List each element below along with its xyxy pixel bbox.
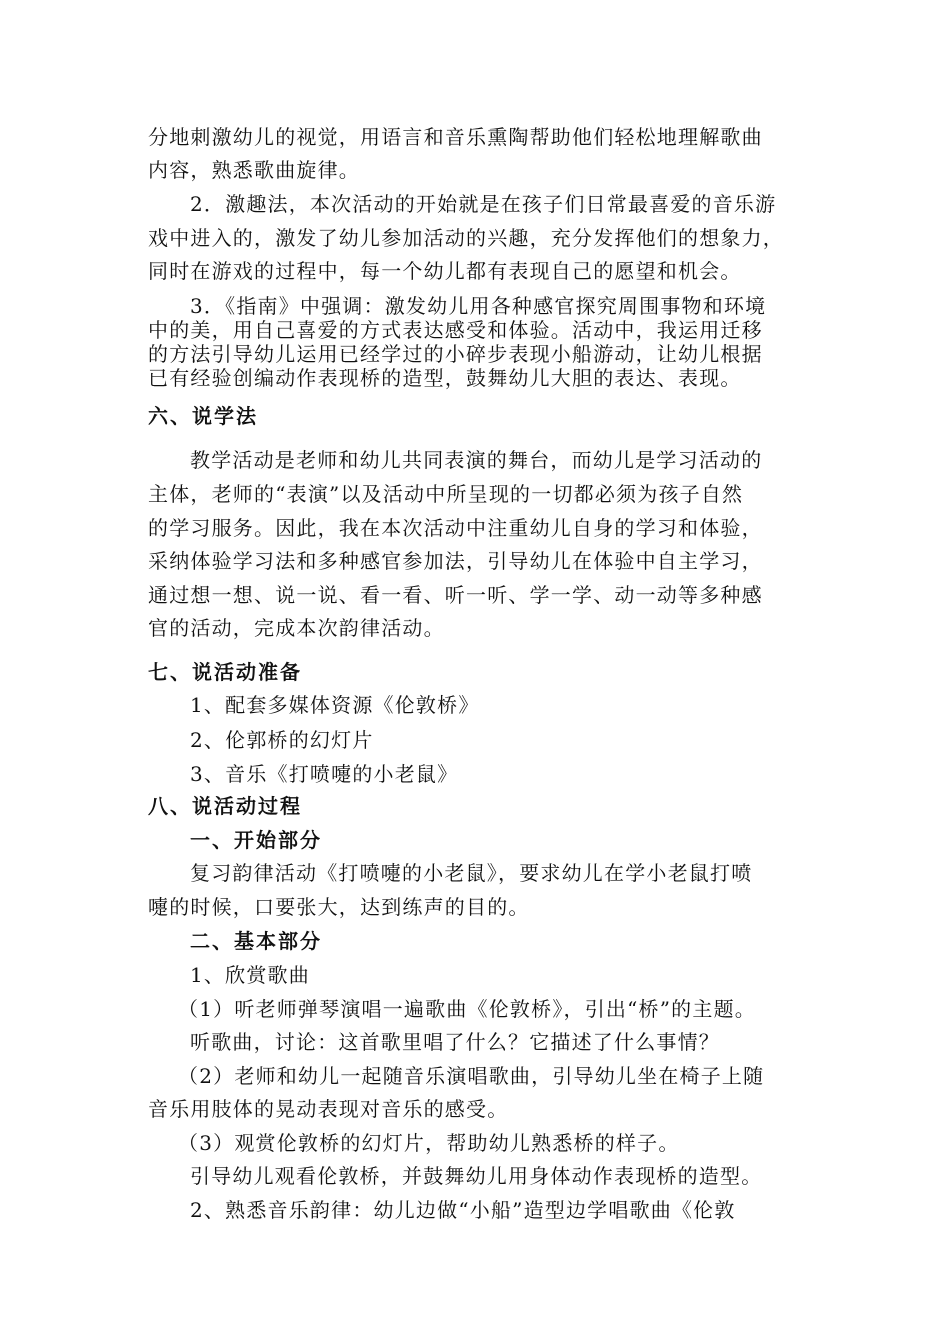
text-line: 嚏的时候，口要张大，达到练声的目的。 — [148, 895, 530, 919]
subsection-heading: 一、开始部分 — [190, 828, 322, 852]
text-line: （3）观赏伦敦桥的幻灯片，帮助幼儿熟悉桥的样子。 — [178, 1131, 680, 1155]
text-line: 教学活动是老师和幼儿共同表演的舞台，而幼儿是学习活动的 — [190, 448, 763, 472]
list-item: 1、配套多媒体资源《伦敦桥》 — [190, 693, 480, 717]
text-line: 复习韵律活动《打喷嚏的小老鼠》，要求幼儿在学小老鼠打喷 — [190, 861, 753, 885]
text-line: 3．《指南》中强调：激发幼儿用各种感官探究周围事物和环境 — [190, 294, 767, 318]
text-line: 主体，老师的“表演”以及活动中所呈现的一切都必须为孩子自然 — [148, 482, 744, 506]
list-item: 1、欣赏歌曲 — [190, 963, 310, 987]
text-line: 引导幼儿观看伦敦桥，并鼓舞幼儿用身体动作表现桥的造型。 — [190, 1164, 763, 1188]
text-line: 分地刺激幼儿的视觉，用语言和音乐熏陶帮助他们轻松地理解歌曲 — [148, 125, 763, 149]
text-line: 音乐用肢体的晃动表现对音乐的感受。 — [148, 1097, 509, 1121]
text-line: 同时在游戏的过程中，每一个幼儿都有表现自己的愿望和机会。 — [148, 259, 742, 283]
subsection-heading: 二、基本部分 — [190, 929, 322, 953]
text-line: 通过想一想、说一说、看一看、听一听、学一学、动一动等多种感 — [148, 583, 763, 607]
list-item: 2、伦郭桥的幻灯片 — [190, 728, 374, 752]
text-line: 已有经验创编动作表现桥的造型，鼓舞幼儿大胆的表达、表现。 — [148, 366, 742, 390]
text-line: 的方法引导幼儿运用已经学过的小碎步表现小船游动，让幼儿根据 — [148, 342, 763, 366]
text-line: 2．激趣法，本次活动的开始就是在孩子们日常最喜爱的音乐游 — [190, 192, 777, 216]
section-heading: 七、说活动准备 — [148, 660, 302, 684]
text-line: 戏中进入的，激发了幼儿参加活动的兴趣，充分发挥他们的想象力， — [148, 226, 784, 250]
text-line: 听歌曲，讨论：这首歌里唱了什么？它描述了什么事情？ — [190, 1030, 720, 1054]
text-line: 内容，熟悉歌曲旋律。 — [148, 158, 360, 182]
list-item: 3、音乐《打喷嚏的小老鼠》 — [190, 762, 459, 786]
text-line: （2）老师和幼儿一起随音乐演唱歌曲，引导幼儿坐在椅子上随 — [178, 1064, 765, 1088]
section-heading: 六、说学法 — [148, 404, 258, 428]
text-line: 中的美，用自己喜爱的方式表达感受和体验。活动中，我运用迁移 — [148, 318, 763, 342]
text-line: 采纳体验学习法和多种感官参加法，引导幼儿在体验中自主学习， — [148, 549, 763, 573]
section-heading: 八、说活动过程 — [148, 794, 302, 818]
text-line: 的学习服务。因此，我在本次活动中注重幼儿自身的学习和体验， — [148, 516, 763, 540]
text-line: （1）听老师弹琴演唱一遍歌曲《伦敦桥》，引出“桥”的主题。 — [178, 997, 756, 1021]
text-line: 官的活动，完成本次韵律活动。 — [148, 616, 445, 640]
text-line: 2、熟悉音乐韵律：幼儿边做“小船”造型边学唱歌曲《伦敦 — [190, 1198, 736, 1222]
